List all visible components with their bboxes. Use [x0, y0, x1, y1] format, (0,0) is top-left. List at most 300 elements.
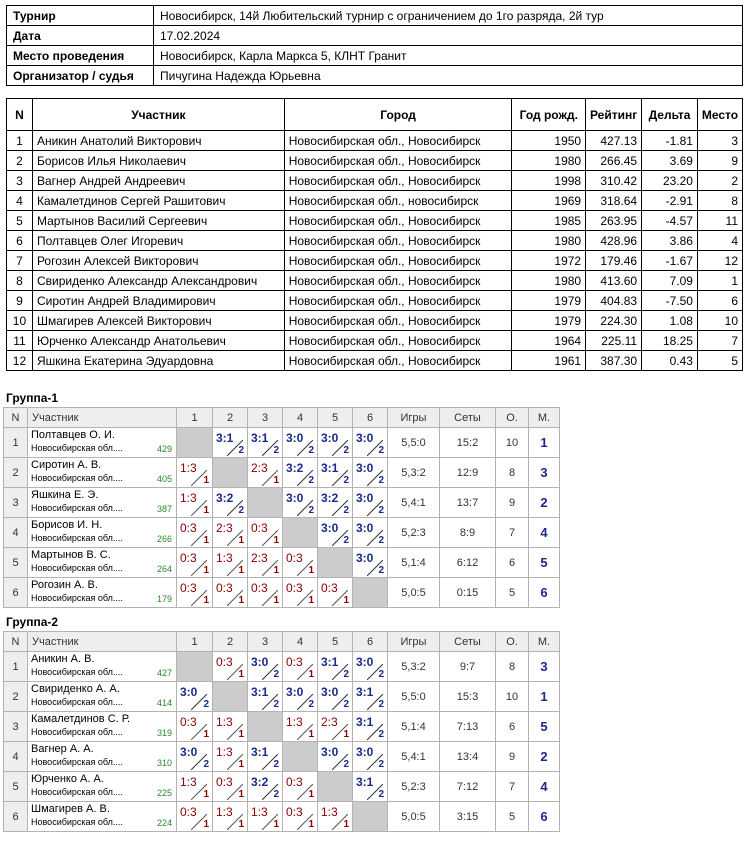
group-row-number: 6: [4, 578, 28, 608]
total-points: 8: [496, 458, 529, 488]
player-city: Новосибирская обл....: [31, 473, 123, 483]
group-place: 6: [529, 578, 560, 608]
match-score: [318, 488, 352, 517]
player-rating: 266: [156, 534, 172, 544]
place: 12: [697, 251, 742, 271]
group-place: 3: [529, 458, 560, 488]
group-player: [28, 682, 177, 712]
match-score: [248, 458, 282, 487]
group-2-title: Группа-2: [6, 615, 59, 629]
player-city: Новосибирская обл....: [31, 697, 123, 707]
match-score: [177, 712, 212, 741]
sets-result: 3:15: [440, 802, 496, 832]
match-result-cell: [213, 802, 248, 832]
match-score: [318, 652, 352, 681]
place: 4: [697, 231, 742, 251]
group-player: [28, 802, 177, 832]
set-score: 3:1: [321, 655, 339, 669]
match-result-cell: [248, 802, 283, 832]
group-column-header: Сеты: [440, 408, 496, 428]
set-score: 0:3: [180, 805, 197, 819]
participant-name: Борисов Илья Николаевич: [32, 151, 284, 171]
rating-delta: -7.50: [642, 291, 698, 311]
match-points: 1: [238, 819, 244, 830]
participant-city: Новосибирская обл., Новосибирск: [284, 271, 512, 291]
match-result-cell: [213, 742, 248, 772]
rating-delta: 18.25: [642, 331, 698, 351]
participant-name: Рогозин Алексей Викторович: [32, 251, 284, 271]
set-score: 3:0: [356, 745, 374, 759]
group-row: [4, 772, 560, 802]
participant-name: Свириденко Александр Александрович: [32, 271, 284, 291]
match-points: 1: [238, 729, 244, 740]
group-row: [4, 742, 560, 772]
player-name: Вагнер А. А.: [31, 743, 94, 755]
match-points: 1: [343, 729, 349, 740]
match-points: 1: [238, 669, 244, 680]
self-match-cell: [283, 742, 318, 772]
participant-name: Сиротин Андрей Владимирович: [32, 291, 284, 311]
info-value: Новосибирск, 14й Любительский турнир с ограничением до 1го разряда, 2й тур: [154, 6, 743, 26]
player-rating: 387: [156, 504, 172, 514]
match-result-cell: [283, 652, 318, 682]
place: 7: [697, 331, 742, 351]
group-place: 1: [529, 682, 560, 712]
match-result-cell: [318, 712, 353, 742]
group-column-header: 6: [353, 408, 388, 428]
match-result-cell: [177, 742, 213, 772]
match-score: [353, 742, 387, 771]
match-result-cell: [248, 458, 283, 488]
player-city: Новосибирская обл....: [31, 727, 123, 737]
set-score: 0:3: [216, 581, 233, 595]
info-value: Пичугина Надежда Юрьевна: [154, 66, 743, 86]
match-points: 2: [378, 475, 384, 486]
player-rating: 224: [156, 818, 172, 828]
match-score: [177, 682, 212, 711]
match-score: [177, 772, 212, 801]
match-result-cell: [283, 712, 318, 742]
rating: 427.13: [586, 131, 642, 151]
birth-year: 1972: [512, 251, 586, 271]
sets-result: 6:12: [440, 548, 496, 578]
match-score: [213, 548, 247, 577]
match-result-cell: [283, 458, 318, 488]
match-result-cell: [318, 488, 353, 518]
match-score: [283, 488, 317, 517]
birth-year: 1961: [512, 351, 586, 371]
total-points: 9: [496, 742, 529, 772]
self-match-cell: [248, 488, 283, 518]
info-value: 17.02.2024: [154, 26, 743, 46]
set-score: 0:3: [216, 655, 233, 669]
match-points: 1: [308, 729, 314, 740]
match-result-cell: [318, 652, 353, 682]
match-points: 1: [203, 789, 209, 800]
info-label: Дата: [7, 26, 154, 46]
match-points: 2: [378, 699, 384, 710]
match-score: [177, 578, 212, 607]
group-row-number: 4: [4, 742, 28, 772]
self-match-cell: [353, 802, 388, 832]
birth-year: 1979: [512, 291, 586, 311]
match-points: 2: [273, 759, 279, 770]
set-score: 3:2: [286, 461, 304, 475]
set-score: 3:1: [356, 685, 374, 699]
column-header: Место: [697, 99, 742, 131]
row-number: 9: [7, 291, 33, 311]
set-score: 3:2: [321, 491, 339, 505]
participants-table: [6, 98, 743, 371]
participant-city: Новосибирская обл., Новосибирск: [284, 171, 512, 191]
place: 9: [697, 151, 742, 171]
match-result-cell: [353, 518, 388, 548]
sets-result: 8:9: [440, 518, 496, 548]
table-row: [7, 271, 743, 291]
match-points: 2: [343, 505, 349, 516]
column-header: Дельта: [642, 99, 698, 131]
match-points: 1: [238, 535, 244, 546]
match-result-cell: [213, 548, 248, 578]
player-name: Яшкина Е. Э.: [31, 489, 99, 501]
group-column-header: 4: [283, 632, 318, 652]
self-match-cell: [318, 772, 353, 802]
match-result-cell: [318, 518, 353, 548]
match-score: [283, 428, 317, 457]
rating-delta: -4.57: [642, 211, 698, 231]
player-city: Новосибирская обл....: [31, 593, 123, 603]
match-score: [318, 458, 352, 487]
column-header: Рейтинг: [586, 99, 642, 131]
row-number: 2: [7, 151, 33, 171]
group-row: [4, 488, 560, 518]
birth-year: 1950: [512, 131, 586, 151]
match-result-cell: [248, 742, 283, 772]
sets-result: 13:7: [440, 488, 496, 518]
set-score: 3:0: [321, 521, 339, 535]
group-1-table: [3, 407, 560, 608]
row-number: 8: [7, 271, 33, 291]
player-rating: 179: [156, 594, 172, 604]
set-score: 3:2: [216, 491, 234, 505]
group-player: [28, 772, 177, 802]
match-result-cell: [213, 578, 248, 608]
match-result-cell: [283, 772, 318, 802]
match-points: 2: [378, 445, 384, 456]
participant-name: Юрченко Александр Анатольевич: [32, 331, 284, 351]
match-score: [318, 802, 352, 831]
participant-city: Новосибирская обл., Новосибирск: [284, 151, 512, 171]
match-points: 2: [238, 445, 244, 456]
set-score: 1:3: [251, 805, 268, 819]
set-score: 3:1: [251, 685, 269, 699]
set-score: 0:3: [286, 805, 303, 819]
match-result-cell: [248, 682, 283, 712]
set-score: 3:1: [251, 431, 269, 445]
match-score: [318, 518, 352, 547]
games-result: 5,5:0: [388, 682, 440, 712]
set-score: 1:3: [216, 551, 233, 565]
row-number: 6: [7, 231, 33, 251]
total-points: 5: [496, 578, 529, 608]
group-player: [28, 742, 177, 772]
info-label: Турнир: [7, 6, 154, 26]
place: 11: [697, 211, 742, 231]
group-row: [4, 458, 560, 488]
group-row: [4, 518, 560, 548]
group-column-header: Игры: [388, 632, 440, 652]
match-score: [213, 712, 247, 741]
total-points: 7: [496, 772, 529, 802]
sets-result: 7:13: [440, 712, 496, 742]
match-score: [177, 548, 212, 577]
rating: 387.30: [586, 351, 642, 371]
player-city: Новосибирская обл....: [31, 787, 123, 797]
participant-city: Новосибирская обл., Новосибирск: [284, 211, 512, 231]
set-score: 2:3: [216, 521, 233, 535]
set-score: 0:3: [180, 521, 197, 535]
match-result-cell: [318, 458, 353, 488]
match-score: [248, 548, 282, 577]
match-points: 1: [308, 565, 314, 576]
match-result-cell: [248, 548, 283, 578]
match-points: 1: [273, 565, 279, 576]
match-points: 2: [203, 699, 209, 710]
group-row: [4, 802, 560, 832]
self-match-cell: [177, 652, 213, 682]
sets-result: 7:12: [440, 772, 496, 802]
set-score: 3:2: [251, 775, 269, 789]
match-result-cell: [248, 652, 283, 682]
match-result-cell: [213, 518, 248, 548]
self-match-cell: [213, 682, 248, 712]
set-score: 1:3: [180, 491, 197, 505]
player-rating: 414: [156, 698, 172, 708]
group-column-header: 5: [318, 632, 353, 652]
set-score: 3:0: [356, 521, 374, 535]
player-rating: 319: [156, 728, 172, 738]
match-score: [283, 548, 317, 577]
match-points: 1: [203, 595, 209, 606]
set-score: 0:3: [251, 521, 268, 535]
match-points: 2: [308, 505, 314, 516]
table-row: [7, 251, 743, 271]
rating-delta: -1.67: [642, 251, 698, 271]
player-rating: 429: [156, 444, 172, 454]
match-points: 1: [238, 759, 244, 770]
rating-delta: 0.43: [642, 351, 698, 371]
place: 2: [697, 171, 742, 191]
participant-name: Вагнер Андрей Андреевич: [32, 171, 284, 191]
player-name: Сиротин А. В.: [31, 459, 102, 471]
match-score: [353, 428, 387, 457]
birth-year: 1998: [512, 171, 586, 191]
set-score: 3:0: [286, 685, 304, 699]
match-result-cell: [177, 578, 213, 608]
set-score: 1:3: [216, 715, 233, 729]
info-value: Новосибирск, Карла Маркса 5, КЛНТ Гранит: [154, 46, 743, 66]
match-score: [353, 712, 387, 741]
set-score: 3:0: [356, 491, 374, 505]
set-score: 2:3: [251, 461, 268, 475]
row-number: 4: [7, 191, 33, 211]
match-score: [353, 652, 387, 681]
sets-result: 12:9: [440, 458, 496, 488]
set-score: 1:3: [286, 715, 303, 729]
match-result-cell: [283, 802, 318, 832]
birth-year: 1979: [512, 311, 586, 331]
group-player: [28, 712, 177, 742]
birth-year: 1964: [512, 331, 586, 351]
match-points: 1: [203, 819, 209, 830]
total-points: 10: [496, 682, 529, 712]
match-result-cell: [248, 578, 283, 608]
rating: 318.64: [586, 191, 642, 211]
set-score: 1:3: [321, 805, 338, 819]
match-points: 2: [343, 669, 349, 680]
birth-year: 1980: [512, 231, 586, 251]
match-points: 1: [203, 535, 209, 546]
player-city: Новосибирская обл....: [31, 757, 123, 767]
group-row: [4, 548, 560, 578]
match-result-cell: [177, 802, 213, 832]
match-result-cell: [318, 802, 353, 832]
match-score: [353, 518, 387, 547]
match-points: 2: [238, 505, 244, 516]
rating-delta: 3.69: [642, 151, 698, 171]
match-result-cell: [213, 772, 248, 802]
column-header: Год рожд.: [512, 99, 586, 131]
match-result-cell: [353, 458, 388, 488]
match-score: [283, 682, 317, 711]
match-result-cell: [213, 488, 248, 518]
group-column-header: М.: [529, 408, 560, 428]
birth-year: 1980: [512, 271, 586, 291]
group-row: [4, 682, 560, 712]
match-score: [283, 802, 317, 831]
match-points: 2: [273, 699, 279, 710]
games-result: 5,3:2: [388, 652, 440, 682]
match-points: 2: [378, 535, 384, 546]
match-points: 1: [203, 729, 209, 740]
group-row: [4, 652, 560, 682]
group-player: [28, 578, 177, 608]
match-score: [353, 458, 387, 487]
match-points: 2: [343, 699, 349, 710]
player-rating: 310: [156, 758, 172, 768]
place: 5: [697, 351, 742, 371]
rating: 404.83: [586, 291, 642, 311]
group-header-row: [4, 632, 560, 652]
group-row-number: 3: [4, 712, 28, 742]
match-points: 2: [378, 789, 384, 800]
rating-delta: -1.81: [642, 131, 698, 151]
group-player: [28, 518, 177, 548]
set-score: 0:3: [251, 581, 268, 595]
table-row: [7, 171, 743, 191]
match-result-cell: [353, 488, 388, 518]
group-column-header: О.: [496, 408, 529, 428]
place: 3: [697, 131, 742, 151]
set-score: 3:1: [251, 745, 269, 759]
group-place: 2: [529, 742, 560, 772]
match-points: 1: [343, 595, 349, 606]
games-result: 5,1:4: [388, 548, 440, 578]
set-score: 3:0: [180, 745, 198, 759]
group-player: [28, 428, 177, 458]
match-score: [318, 682, 352, 711]
rating: 413.60: [586, 271, 642, 291]
match-score: [283, 772, 317, 801]
match-result-cell: [177, 712, 213, 742]
self-match-cell: [213, 458, 248, 488]
match-points: 2: [343, 535, 349, 546]
match-score: [248, 772, 282, 801]
set-score: 0:3: [216, 775, 233, 789]
match-score: [248, 682, 282, 711]
set-score: 3:1: [356, 775, 374, 789]
match-result-cell: [213, 712, 248, 742]
player-city: Новосибирская обл....: [31, 667, 123, 677]
set-score: 3:1: [321, 461, 339, 475]
set-score: 3:1: [356, 715, 374, 729]
self-match-cell: [283, 518, 318, 548]
total-points: 8: [496, 652, 529, 682]
set-score: 3:0: [356, 431, 374, 445]
rating: 224.30: [586, 311, 642, 331]
group-row: [4, 428, 560, 458]
table-row: [7, 331, 743, 351]
match-result-cell: [248, 518, 283, 548]
sets-result: 15:3: [440, 682, 496, 712]
group-row-number: 6: [4, 802, 28, 832]
birth-year: 1969: [512, 191, 586, 211]
match-result-cell: [353, 428, 388, 458]
group-place: 6: [529, 802, 560, 832]
match-score: [213, 488, 247, 517]
total-points: 9: [496, 488, 529, 518]
participant-city: Новосибирская обл., Новосибирск: [284, 331, 512, 351]
set-score: 3:0: [251, 655, 269, 669]
group-place: 4: [529, 518, 560, 548]
games-result: 5,2:3: [388, 518, 440, 548]
match-score: [318, 578, 352, 607]
set-score: 0:3: [180, 715, 197, 729]
table-row: [7, 191, 743, 211]
rating-delta: 23.20: [642, 171, 698, 191]
match-points: 1: [343, 819, 349, 830]
rating: 179.46: [586, 251, 642, 271]
total-points: 6: [496, 548, 529, 578]
set-score: 1:3: [216, 745, 233, 759]
match-score: [353, 682, 387, 711]
sets-result: 0:15: [440, 578, 496, 608]
match-result-cell: [318, 742, 353, 772]
match-points: 2: [378, 759, 384, 770]
games-result: 5,4:1: [388, 488, 440, 518]
match-result-cell: [248, 772, 283, 802]
set-score: 0:3: [321, 581, 338, 595]
row-number: 5: [7, 211, 33, 231]
games-result: 5,3:2: [388, 458, 440, 488]
match-result-cell: [283, 682, 318, 712]
participant-name: Полтавцев Олег Игоревич: [32, 231, 284, 251]
total-points: 6: [496, 712, 529, 742]
games-result: 5,0:5: [388, 578, 440, 608]
group-row-number: 2: [4, 458, 28, 488]
set-score: 3:0: [286, 491, 304, 505]
rating-delta: -2.91: [642, 191, 698, 211]
